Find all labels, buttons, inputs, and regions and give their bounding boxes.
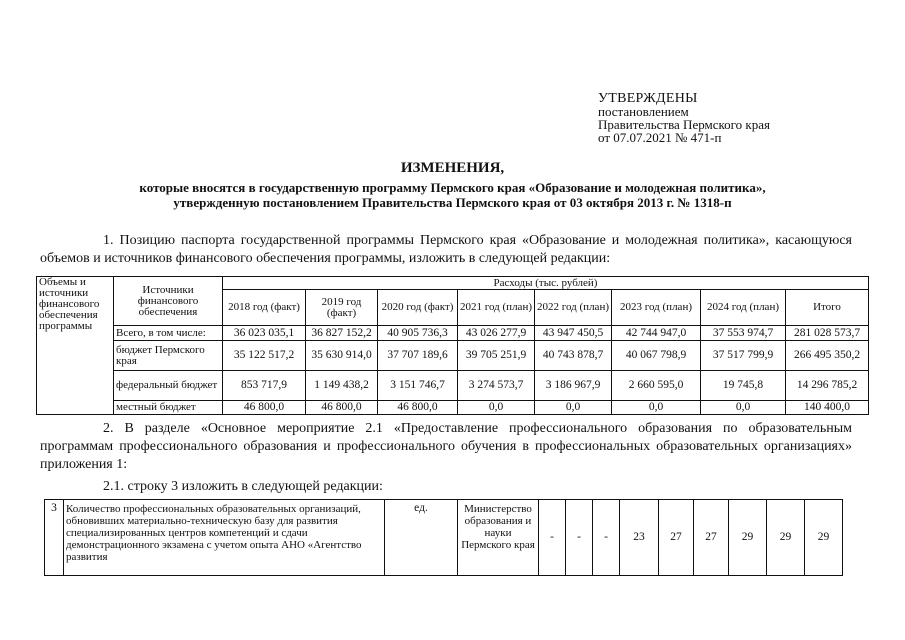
cell: 0,0 (535, 401, 612, 415)
table-row (37, 326, 869, 341)
cell: 281 028 573,7 (786, 326, 869, 341)
indicator-text: Количество профессиональных образовательных организаций, обновивших материально-техническую базу для развития специализированных центров компетенций и сдачи демонстрационного экзамена с учетом опыта АНО «Агентство развития (64, 500, 385, 576)
col-header: 2022 год (план) (535, 290, 612, 326)
cell: 3 274 573,7 (458, 371, 535, 401)
row-number: 3 (45, 500, 64, 576)
value-cell: 27 (694, 500, 729, 576)
unit-cell: ед. (385, 500, 458, 576)
approval-line-2: Правительства Пермского края (598, 117, 770, 132)
row-label: бюджет Пермского края (114, 341, 223, 371)
cell: 40 743 878,7 (535, 341, 612, 371)
paragraph-1: 1. Позицию паспорта государственной программы Пермского края «Образование и молодежная политика», касающуюся объемов и источников финансового обеспечения программы, изложить в следующей редакции: (40, 233, 852, 266)
cell: 853 717,9 (223, 371, 306, 401)
cell: 0,0 (612, 401, 701, 415)
value-cell: 29 (805, 500, 843, 576)
cell: 43 947 450,5 (535, 326, 612, 341)
cell: 35 630 914,0 (306, 341, 378, 371)
col-header: 2020 год (факт) (378, 290, 458, 326)
cell: 19 745,8 (701, 371, 786, 401)
financing-row-header: Объемы и источники финансового обеспечения программы (37, 277, 114, 415)
cell: 0,0 (701, 401, 786, 415)
subtitle-line-2: утвержденную постановлением Правительства Пермского края от 03 октября 2013 г. № 1318-п (173, 195, 732, 210)
cell: 2 660 595,0 (612, 371, 701, 401)
document-subtitle (40, 180, 865, 210)
approval-heading: УТВЕРЖДЕНЫ (598, 91, 698, 106)
cell: 40 067 798,9 (612, 341, 701, 371)
value-cell: 23 (620, 500, 659, 576)
value-cell: 27 (659, 500, 694, 576)
table-row (37, 401, 869, 415)
cell: 46 800,0 (223, 401, 306, 415)
cell: 140 400,0 (786, 401, 869, 415)
col-header: Итого (786, 290, 869, 326)
col-header: 2023 год (план) (612, 290, 701, 326)
col-header: 2018 год (факт) (223, 290, 306, 326)
cell: 3 151 746,7 (378, 371, 458, 401)
cell: 46 800,0 (306, 401, 378, 415)
row-label: федеральный бюджет (114, 371, 223, 401)
cell: 14 296 785,2 (786, 371, 869, 401)
expenses-header: Расходы (тыс. рублей) (223, 277, 869, 290)
col-header: 2021 год (план) (458, 290, 535, 326)
value-cell: - (566, 500, 593, 576)
cell: 35 122 517,2 (223, 341, 306, 371)
approval-line-3: от 07.07.2021 № 471-п (598, 130, 722, 145)
value-cell: - (539, 500, 566, 576)
document-title: ИЗМЕНЕНИЯ, (400, 160, 505, 176)
value-cell: 29 (729, 500, 767, 576)
financing-table (36, 276, 869, 415)
value-cell: 29 (767, 500, 805, 576)
cell: 46 800,0 (378, 401, 458, 415)
cell: 266 495 350,2 (786, 341, 869, 371)
paragraph-2: 2. В разделе «Основное мероприятие 2.1 «Предоставление профессионального образования по образовательным программам профессионального образования и профессионального обучения в профессиональных образовательных организациях» приложения 1: (40, 421, 852, 472)
row-label: местный бюджет (114, 401, 223, 415)
cell: 37 707 189,6 (378, 341, 458, 371)
cell: 37 517 799,9 (701, 341, 786, 371)
subtitle-line-1: которые вносятся в государственную программу Пермского края «Образование и молодежная политика», (139, 180, 766, 195)
cell: 37 553 974,7 (701, 326, 786, 341)
approval-line-1: постановлением (598, 104, 689, 119)
indicator-table (44, 499, 843, 576)
approval-block (598, 92, 770, 144)
cell: 36 023 035,1 (223, 326, 306, 341)
cell: 39 705 251,9 (458, 341, 535, 371)
cell: 36 827 152,2 (306, 326, 378, 341)
table-row (37, 341, 869, 371)
cell: 3 186 967,9 (535, 371, 612, 401)
col-header: 2019 год (факт) (306, 290, 378, 326)
table-row (37, 371, 869, 401)
table-row (45, 500, 843, 576)
cell: 0,0 (458, 401, 535, 415)
sources-header: Источники финансового обеспечения (114, 277, 223, 326)
row-label: Всего, в том числе: (114, 326, 223, 341)
value-cell: - (593, 500, 620, 576)
col-header: 2024 год (план) (701, 290, 786, 326)
cell: 40 905 736,3 (378, 326, 458, 341)
cell: 42 744 947,0 (612, 326, 701, 341)
cell: 1 149 438,2 (306, 371, 378, 401)
paragraph-3: 2.1. строку 3 изложить в следующей редакции: (103, 479, 383, 494)
cell: 43 026 277,9 (458, 326, 535, 341)
responsible-cell: Министерство образования и науки Пермского края (458, 500, 539, 576)
